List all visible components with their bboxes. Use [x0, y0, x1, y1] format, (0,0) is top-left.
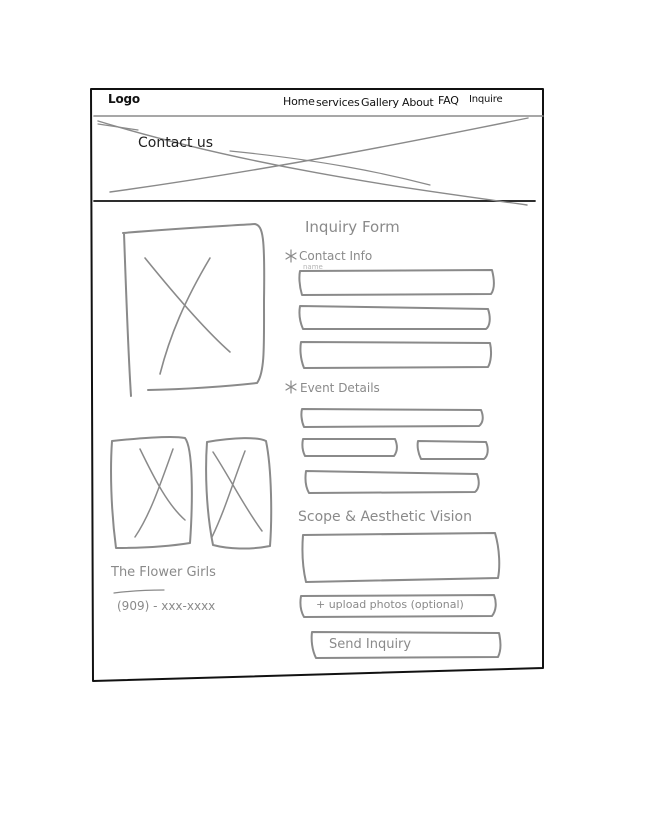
upload-photos-button[interactable]: + upload photos (optional) [316, 598, 464, 611]
main-image-x [145, 258, 230, 374]
event-details-label: Event Details [300, 381, 380, 395]
event-type-field [305, 471, 478, 493]
contact-info-label: Contact Info [299, 249, 373, 263]
event-location-field [302, 439, 396, 456]
name-field [299, 270, 493, 295]
scope-textarea [302, 533, 499, 582]
logo[interactable]: Logo [108, 92, 140, 106]
nav-inquire[interactable]: Inquire [469, 94, 503, 105]
name-field-hint: name [303, 263, 323, 271]
asterisk-icon [286, 381, 296, 393]
asterisk-icon [286, 250, 296, 262]
small-image-x-2 [212, 451, 262, 537]
event-date-field [301, 409, 482, 427]
nav-services[interactable]: services [316, 96, 360, 109]
email-field [299, 306, 489, 329]
page-title: Contact us [138, 135, 214, 151]
send-inquiry-button[interactable]: Send Inquiry [329, 637, 412, 652]
event-guests-field [418, 441, 488, 459]
business-name: The Flower Girls [111, 565, 216, 580]
main-image-placeholder [123, 224, 264, 396]
hero-banner-scribble [98, 124, 430, 185]
business-name-underline [114, 590, 164, 593]
nav-faq[interactable]: FAQ [438, 94, 459, 107]
nav-about[interactable]: About [402, 96, 434, 109]
small-image-placeholder-1 [111, 437, 192, 548]
form-title: Inquiry Form [305, 218, 400, 236]
business-phone: (909) - xxx-xxxx [117, 599, 216, 613]
phone-field [300, 342, 491, 368]
small-image-x-1 [135, 449, 185, 537]
scope-label: Scope & Aesthetic Vision [298, 509, 472, 525]
nav-gallery[interactable]: Gallery [361, 96, 399, 109]
header-divider [94, 115, 543, 116]
nav-home[interactable]: Home [283, 95, 315, 108]
